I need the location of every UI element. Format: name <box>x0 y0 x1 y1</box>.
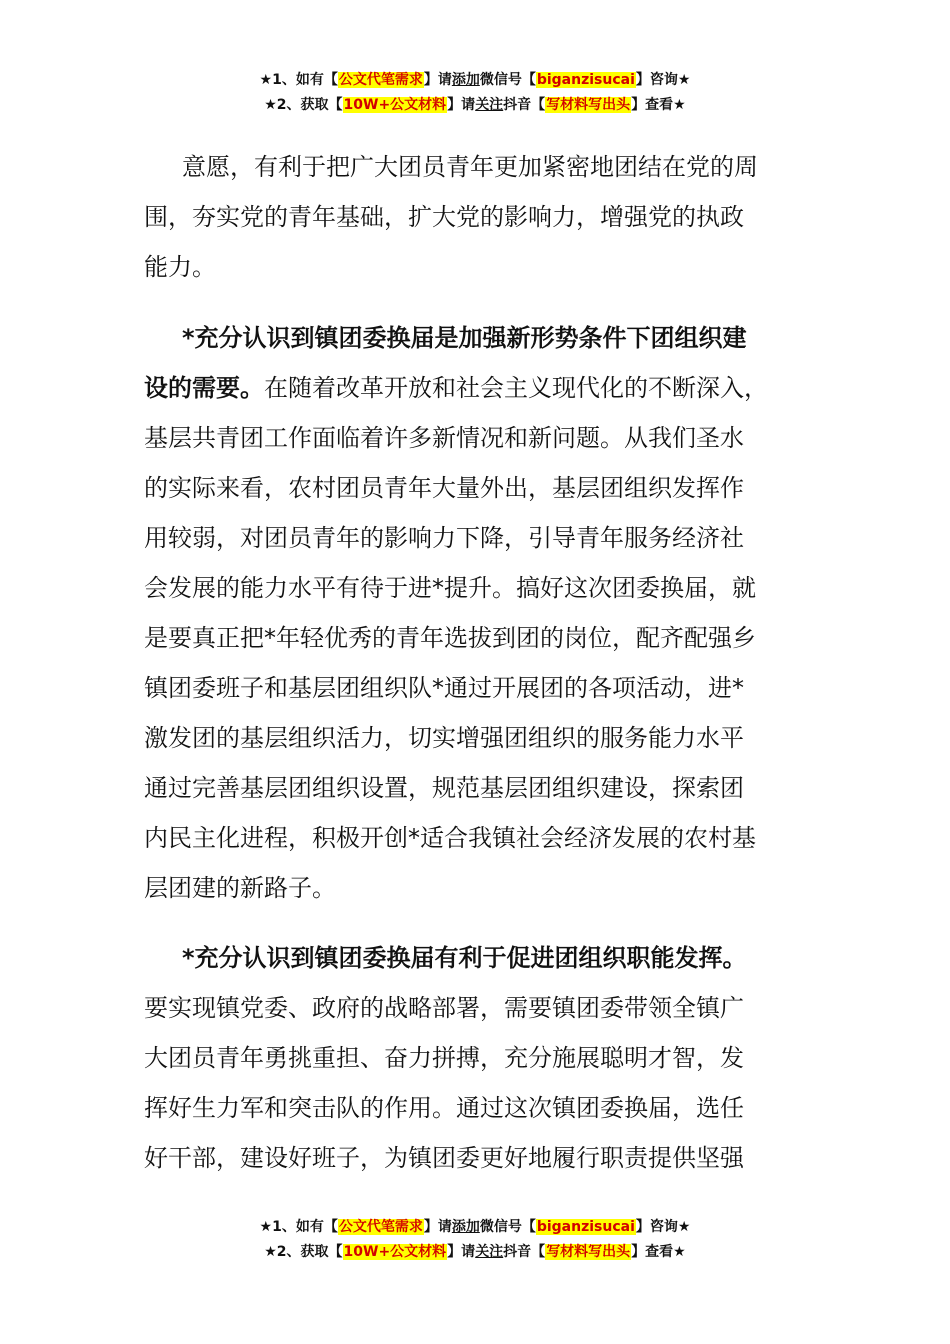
header-banner <box>0 68 950 118</box>
text-line: 大团员青年勇挑重担、奋力拼搏，充分施展聪明才智，发 <box>144 1044 744 1072</box>
banner-highlight-douyin-account: 写材料写出头 <box>546 1244 631 1260</box>
text-line: 是要真正把*年轻优秀的青年选拔到团的岗位，配齐配强乡 <box>144 624 756 652</box>
text-line: 围，夯实党的青年基础，扩大党的影响力，增强党的执政 <box>144 203 744 231</box>
text-line: 会发展的能力水平有待于进*提升。搞好这次团委换届，就 <box>144 574 756 602</box>
text-line: 基层共青团工作面临着许多新情况和新问题。从我们圣水 <box>144 424 744 452</box>
banner-line-1: ★1、如有【公文代笔需求】请添加微信号【biganzisucai】咨询★ <box>259 72 691 88</box>
text-line: 好干部，建设好班子，为镇团委更好地履行职责提供坚强 <box>144 1144 744 1172</box>
banner-highlight-materials: 10W+公文材料 <box>343 1244 447 1260</box>
paragraph-continuation <box>144 142 814 292</box>
text-line: 激发团的基层组织活力，切实增强团组织的服务能力水平 <box>144 724 744 752</box>
text-line: 通过完善基层团组织设置，规范基层团组织建设，探索团 <box>144 774 744 802</box>
banner-highlight-wechat-id: biganzisucai <box>536 1219 635 1235</box>
text-line: 内民主化进程，积极开创*适合我镇社会经济发展的农村基 <box>144 824 756 852</box>
paragraph-section-function <box>144 933 814 1183</box>
text-line: 能力。 <box>144 253 216 281</box>
text-line: 镇团委班子和基层团组织队*通过开展团的各项活动，进* <box>144 674 744 702</box>
banner-line-1: ★1、如有【公文代笔需求】请添加微信号【biganzisucai】咨询★ <box>259 1219 691 1235</box>
section-heading: *充分认识到镇团委换届是加强新形势条件下团组织建 <box>182 324 747 352</box>
text-line: 层团建的新路子。 <box>144 874 336 902</box>
banner-line-2: ★2、获取【10W+公文材料】请关注抖音【写材料写出头】查看★ <box>264 97 686 113</box>
text-line: 意愿，有利于把广大团员青年更加紧密地团结在党的周 <box>182 153 758 181</box>
paragraph-section-need <box>144 313 814 913</box>
banner-highlight-wechat-id: biganzisucai <box>536 72 635 88</box>
text-line: 用较弱，对团员青年的影响力下降，引导青年服务经济社 <box>144 524 744 552</box>
banner-highlight-service: 公文代笔需求 <box>338 1219 423 1235</box>
banner-line-2: ★2、获取【10W+公文材料】请关注抖音【写材料写出头】查看★ <box>264 1244 686 1260</box>
section-heading: *充分认识到镇团委换届有利于促进团组织职能发挥。 <box>182 944 747 972</box>
text-line: 挥好生力军和突击队的作用。通过这次镇团委换届，选任 <box>144 1094 744 1122</box>
banner-highlight-service: 公文代笔需求 <box>338 72 423 88</box>
banner-highlight-douyin-account: 写材料写出头 <box>546 97 631 113</box>
footer-banner <box>0 1215 950 1265</box>
text-line: 设的需要。在随着改革开放和社会主义现代化的不断深入， <box>144 374 768 402</box>
text-line: 的实际来看，农村团员青年大量外出，基层团组织发挥作 <box>144 474 744 502</box>
text-line: 要实现镇党委、政府的战略部署，需要镇团委带领全镇广 <box>144 994 744 1022</box>
section-heading-end: 设的需要。 <box>144 374 264 402</box>
banner-highlight-materials: 10W+公文材料 <box>343 97 447 113</box>
